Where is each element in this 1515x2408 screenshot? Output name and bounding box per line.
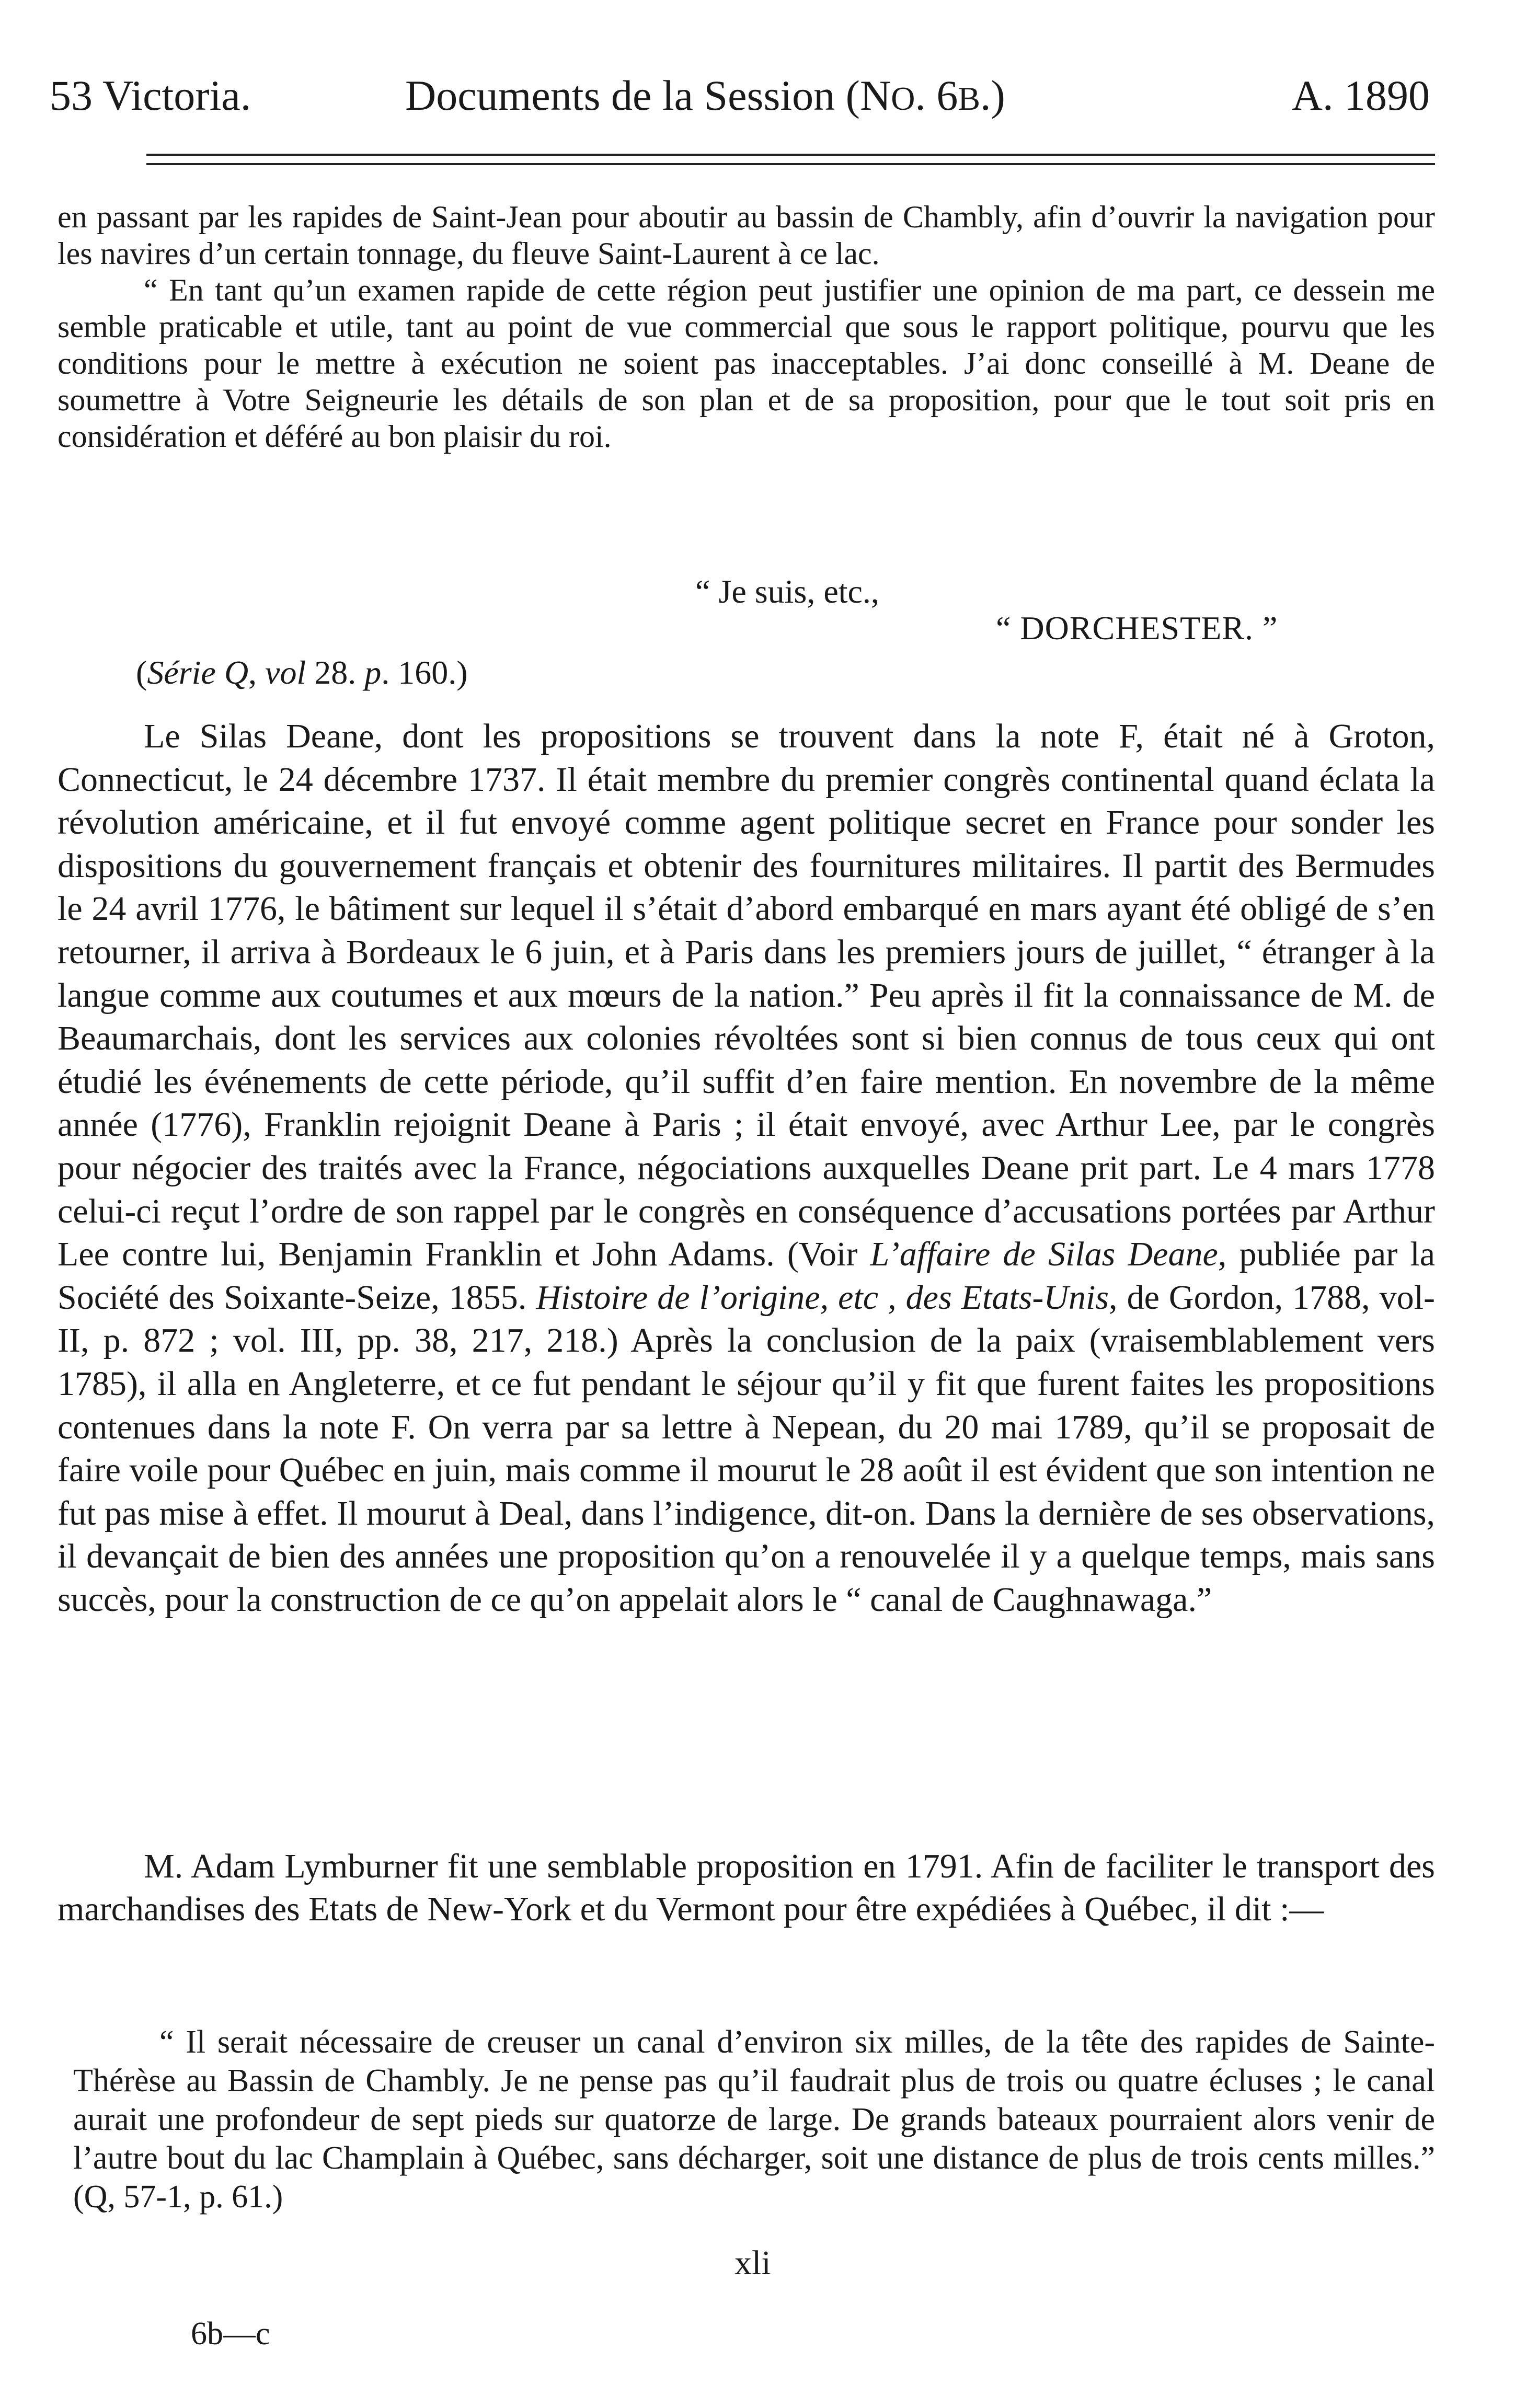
header-title-part: Documents de la Session (N bbox=[405, 72, 891, 119]
header-title-part: O bbox=[891, 80, 915, 117]
page-number: xli bbox=[734, 2244, 771, 2282]
letter-signoff: “ Je suis, etc., bbox=[695, 573, 879, 610]
citation-part: ( bbox=[136, 654, 147, 691]
paragraph bbox=[58, 715, 1435, 1621]
deane-biography bbox=[58, 715, 1435, 1621]
paragraph: “ En tant qu’un examen rapide de cette région peut justifier une opinion de ma part, ce dessein me semble praticable et utile, tant au point de vue commercial que sous le rapport politique, pourvu que les conditions pour le mettre à exécution ne soient pas inacceptables. J’ai donc conseillé à M. Deane de soumettre à Votre Seigneurie les détails de son plan et de sa proposition, pour que le tout soit pris en considération et déféré au bon plaisir du roi. bbox=[58, 273, 1435, 454]
citation-part: , bbox=[248, 654, 266, 691]
header-rule-top bbox=[146, 154, 1435, 156]
header-title-part: .) bbox=[980, 72, 1005, 119]
text-run: Le Silas Deane, dont les propositions se trouvent dans la note F, était né à Groton, Connecticut, le 24 décembre 1737. Il était membre du premier congrès continental quand éclata la révolution américaine, et il fut envoyé comme agent politique secret en France pour sonder les dispositions du gouvernement français et obtenir des fournitures militaires. Il partit des Bermudes le 24 avril 1776, le bâtiment sur lequel il s’était d’abord embarqué en mars ayant été obligé de s’en retourner, il arriva à Bordeaux le 6 juin, et à Paris dans les premiers jours de juillet, “ étranger à la langue comme aux coutumes et aux mœurs de la nation.” Peu après il fit la connaissance de M. de Beaumarchais, dont les services aux colonies révoltées sont si bien connus de tous ceux qui ont étudié les événements de cette période, qu’il suffit d’en faire mention. En novembre de la même année (1776), Franklin rejoignit Deane à Paris ; il était envoyé, avec Arthur Lee, par le congrès pour négocier des traités avec la France, négociations auxquelles Deane prit part. Le 4 mars 1778 celui-ci reçut l’ordre de son rappel par le congrès en conséquence d’accusations portées par Arthur Lee contre lui, Benjamin Franklin et John Adams. (Voir bbox=[58, 717, 1435, 1274]
header-rule-bottom bbox=[146, 163, 1435, 165]
lymburner-paragraph bbox=[58, 1845, 1435, 1931]
paragraph: M. Adam Lymburner fit une semblable proposition en 1791. Afin de faciliter le transport des marchandises des Etats de New-York et du Vermont pour être expédiées à Québec, il dit :— bbox=[58, 1847, 1435, 1928]
citation-part: . 160.) bbox=[381, 654, 468, 691]
header-title bbox=[405, 67, 1005, 128]
signature-mark: 6b—c bbox=[191, 2316, 270, 2352]
letter-signer: “ DORCHESTER. ” bbox=[996, 609, 1278, 647]
text-run: , publiée par la Société des Soixante-Seize, 1855. bbox=[58, 1235, 1436, 1317]
citation-part: 28. bbox=[306, 654, 365, 691]
citation-part: Série Q bbox=[147, 654, 249, 691]
source-citation bbox=[136, 651, 468, 695]
paragraph: en passant par les rapides de Saint-Jean pour aboutir au bassin de Chambly, afin d’ouvrir la navigation pour les navires d’un certain tonnage, du fleuve Saint-Laurent à ce lac. bbox=[58, 200, 1435, 271]
letter-excerpt bbox=[58, 199, 1435, 455]
header-year: A. 1890 bbox=[1291, 72, 1430, 119]
paragraph: “ Il serait nécessaire de creuser un canal d’environ six milles, de la tête des rapides de Sainte-Thérèse au Bassin de Chambly. Je ne pense pas qu’il faudrait plus de trois ou quatre écluses ; le canal aurait une profondeur de sept pieds sur quatorze de large. De grands bateaux pourraient alors venir de l’autre bout du lac Champlain à Québec, sans décharger, soit une distance de plus de trois cents milles.” (Q, 57-1, p. 61.) bbox=[73, 2024, 1435, 2215]
header-title-part: . 6 bbox=[915, 72, 958, 119]
running-header bbox=[50, 67, 1430, 124]
citation-part: vol bbox=[265, 654, 306, 691]
italic-title: L’affaire de Silas Deane bbox=[870, 1235, 1218, 1274]
header-regnal-year: 53 Victoria. bbox=[50, 72, 251, 119]
text-run: , de Gordon, 1788, vol- II, p. 872 ; vol. III, pp. 38, 217, 218.) Après la conclusion de la paix (vraisemblablement vers 1785), il alla en Angleterre, et ce fut pendant le séjour qu’il y fit que furent faites les propositions contenues dans la note F. On verra par sa lettre à Nepean, du 20 mai 1789, qu’il se proposait de faire voile pour Québec en juin, mais comme il mourut le 28 août il est évident que son intention ne fut pas mise à effet. Il mourut à Deal, dans l’indigence, dit-on. Dans la dernière de ses observations, il devançait de bien des années une proposition qu’on a renouvelée il y a quelque temps, mais sans succès, pour la construction de ce qu’on appelait alors le “ canal de Caughnawaga.” bbox=[58, 1278, 1435, 1619]
italic-title: Histoire de l’origine, etc , des Etats-Unis bbox=[536, 1278, 1109, 1317]
citation-part: p bbox=[364, 654, 382, 691]
quoted-proposal bbox=[73, 2023, 1435, 2216]
header-title-part: B bbox=[958, 80, 981, 117]
